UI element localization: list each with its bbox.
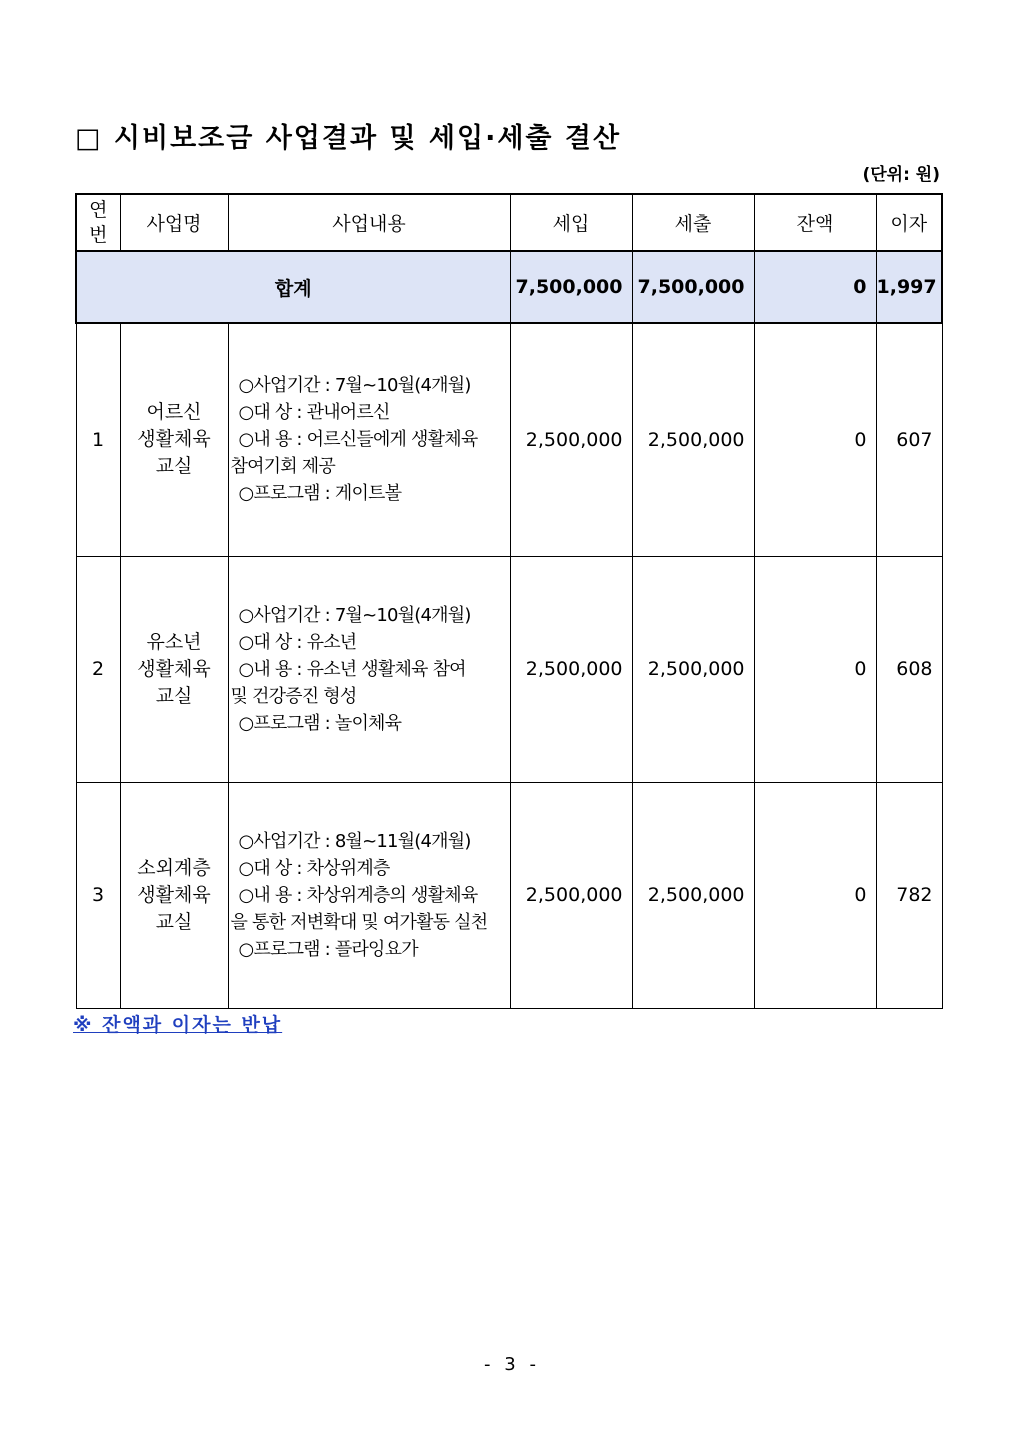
content-description-cont: 및 건강증진 형성 xyxy=(230,685,357,707)
row-name-line: 생활체육 xyxy=(137,883,211,906)
row-no: 3 xyxy=(76,782,120,1008)
total-revenue: 7,500,000 xyxy=(510,251,632,323)
content-description-cont: 을 통한 저변확대 및 여가활동 실천 xyxy=(230,911,488,933)
content-description-cont: 참여기회 제공 xyxy=(230,456,335,478)
page-number: - 3 - xyxy=(484,1354,540,1375)
header-no-line2: 번 xyxy=(89,223,108,246)
row-name-line: 교실 xyxy=(155,684,193,707)
content-program: ○프로그램 : 플라잉요가 xyxy=(238,938,418,960)
row-name-line: 생활체육 xyxy=(137,657,211,680)
total-interest: 1,997 xyxy=(876,251,942,323)
row-expenditure: 2,500,000 xyxy=(632,782,754,1008)
content-program: ○프로그램 : 게이트볼 xyxy=(238,483,402,505)
content-description: ○내 용 : 차상위계층의 생활체육 xyxy=(238,884,478,906)
row-interest: 608 xyxy=(876,556,942,782)
content-target: ○대 상 : 유소년 xyxy=(238,631,357,653)
row-revenue: 2,500,000 xyxy=(510,556,632,782)
row-no: 2 xyxy=(76,556,120,782)
total-label: 합계 xyxy=(76,251,510,323)
total-balance: 0 xyxy=(754,251,876,323)
document-title: □ 시비보조금 사업결과 및 세입·세출 결산 xyxy=(75,123,622,154)
row-name-line: 교실 xyxy=(155,910,193,933)
row-content xyxy=(228,782,510,1008)
header-expenditure: 세출 xyxy=(632,194,754,251)
header-balance: 잔액 xyxy=(754,194,876,251)
content-program: ○프로그램 : 놀이체육 xyxy=(238,712,402,734)
row-name-line: 어르신 xyxy=(146,401,202,424)
row-balance: 0 xyxy=(754,323,876,556)
row-name-line: 교실 xyxy=(155,455,193,478)
total-row xyxy=(76,251,942,323)
row-expenditure: 2,500,000 xyxy=(632,323,754,556)
header-revenue: 세입 xyxy=(510,194,632,251)
content-description: ○내 용 : 유소년 생활체육 참여 xyxy=(238,658,466,680)
row-balance: 0 xyxy=(754,782,876,1008)
row-name-line: 생활체육 xyxy=(137,428,211,451)
table-header-row xyxy=(76,194,942,251)
total-expenditure: 7,500,000 xyxy=(632,251,754,323)
row-name-line: 유소년 xyxy=(146,630,202,653)
row-revenue: 2,500,000 xyxy=(510,323,632,556)
content-period: ○사업기간 : 7월~10월(4개월) xyxy=(238,375,471,397)
table-row xyxy=(76,323,942,556)
header-no xyxy=(76,194,120,251)
header-content: 사업내용 xyxy=(228,194,510,251)
table-row xyxy=(76,556,942,782)
row-balance: 0 xyxy=(754,556,876,782)
header-name: 사업명 xyxy=(120,194,228,251)
row-no: 1 xyxy=(76,323,120,556)
content-period: ○사업기간 : 8월~11월(4개월) xyxy=(238,830,471,852)
content-period: ○사업기간 : 7월~10월(4개월) xyxy=(238,604,471,626)
header-interest: 이자 xyxy=(876,194,942,251)
row-expenditure: 2,500,000 xyxy=(632,556,754,782)
unit-label: (단위: 원) xyxy=(862,165,940,185)
row-name-line: 소외계층 xyxy=(137,856,211,879)
content-description: ○내 용 : 어르신들에게 생활체육 xyxy=(238,429,478,451)
return-note: ※ 잔액과 이자는 반납 xyxy=(73,1014,283,1036)
row-revenue: 2,500,000 xyxy=(510,782,632,1008)
row-content xyxy=(228,323,510,556)
header-no-line1: 연 xyxy=(89,198,108,221)
table-row xyxy=(76,782,942,1008)
settlement-table xyxy=(75,193,943,1009)
row-interest: 782 xyxy=(876,782,942,1008)
row-content xyxy=(228,556,510,782)
content-target: ○대 상 : 차상위계층 xyxy=(238,857,390,879)
row-name xyxy=(120,782,228,1008)
content-target: ○대 상 : 관내어르신 xyxy=(238,402,390,424)
row-name xyxy=(120,323,228,556)
row-name xyxy=(120,556,228,782)
row-interest: 607 xyxy=(876,323,942,556)
